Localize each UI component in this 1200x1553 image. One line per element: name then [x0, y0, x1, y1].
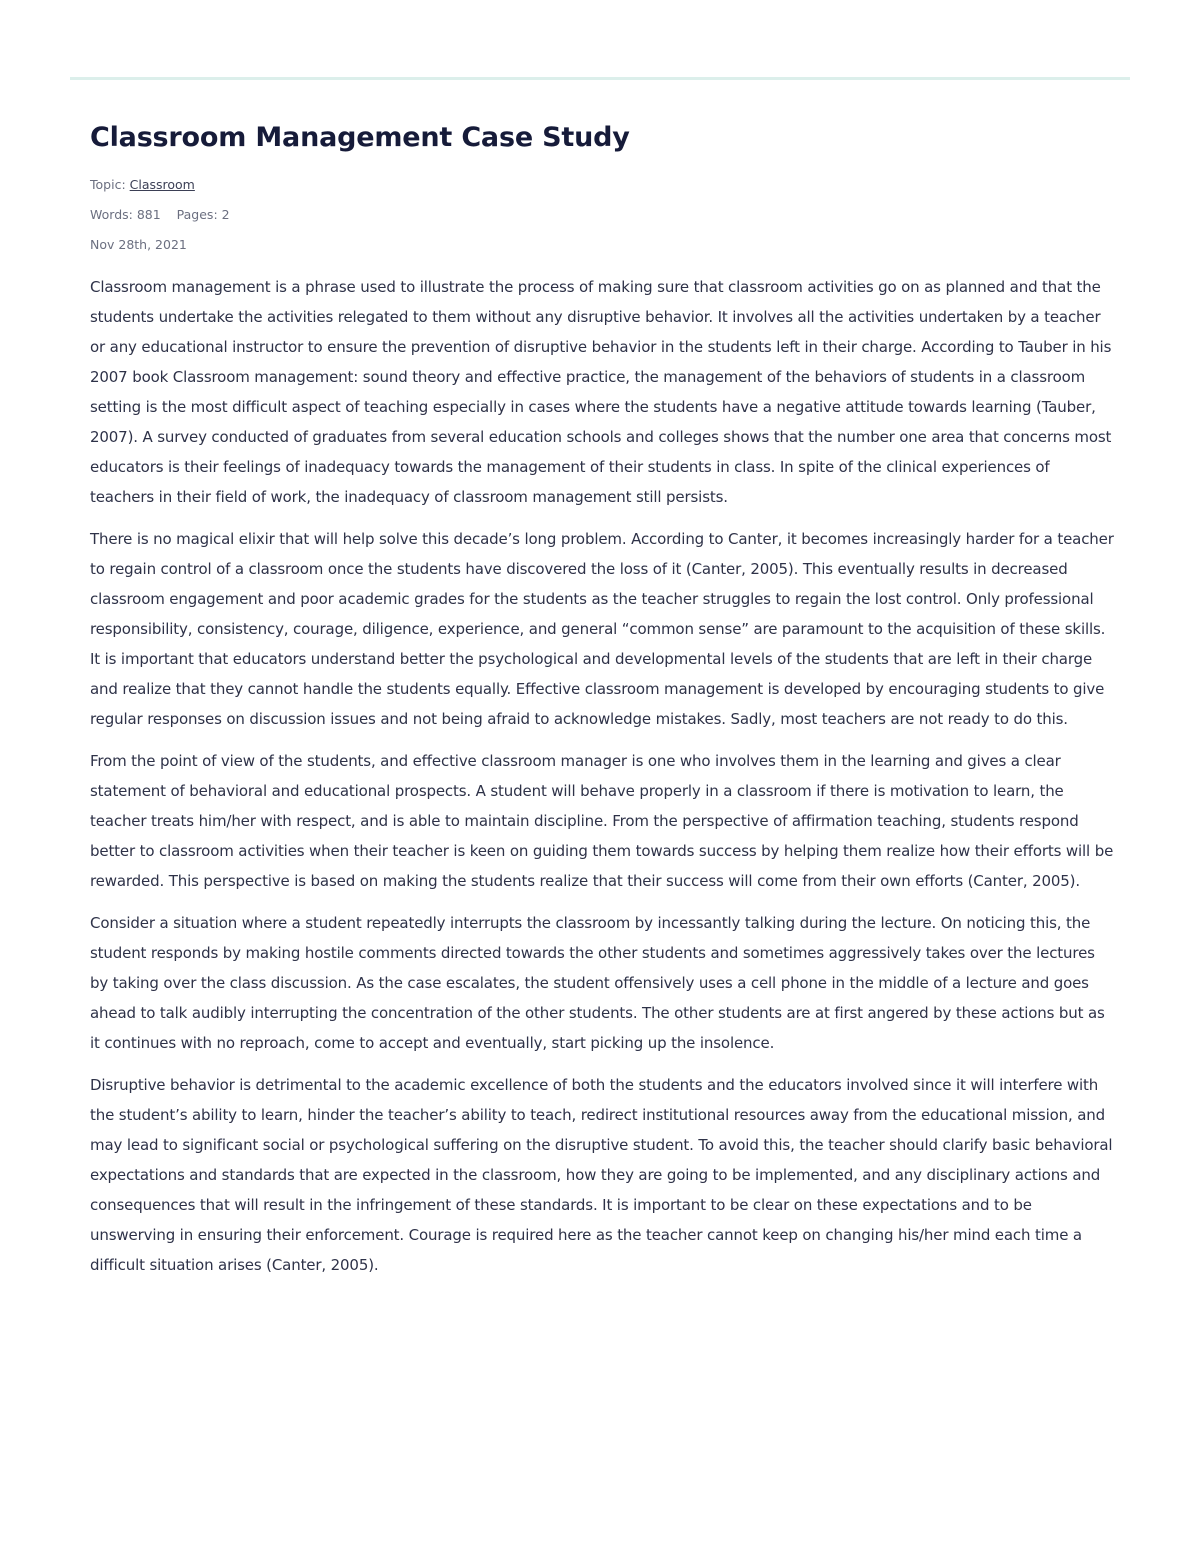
article-meta	[90, 170, 1115, 260]
paragraph: Disruptive behavior is detrimental to the academic excellence of both the students and the educators involved since it will interfere with the student’s ability to learn, hinder the teacher’s ability to teach, redirect institutional resources away from the educational mission, and may lead to significant social or psychological suffering on the disruptive student. To avoid this, the teacher should clarify basic behavioral expectations and standards that are expected in the classroom, how they are going to be implemented, and any disciplinary actions and consequences that will result in the infringement of these standards. It is important to be clear on these expectations and to be unswerving in ensuring their enforcement. Courage is required here as the teacher cannot keep on changing his/her mind each time a difficult situation arises (Canter, 2005).	[90, 1076, 1113, 1274]
stats-line	[90, 200, 1115, 230]
publish-date: Nov 28th, 2021	[90, 237, 187, 252]
paragraph: Classroom management is a phrase used to illustrate the process of making sure that classroom activities go on as planned and that the students undertake the activities relegated to them without any disruptive behavior. It involves all the activities undertaken by a teacher or any educational instructor to ensure the prevention of disruptive behavior in the students left in their charge. According to Tauber in his 2007 book Classroom management: sound theory and effective practice, the management of the behaviors of students in a classroom setting is the most difficult aspect of teaching especially in cases where the students have a negative attitude towards learning (Tauber, 2007). A survey conducted of graduates from several education schools and colleges shows that the number one area that concerns most educators is their feelings of inadequacy towards the management of their students in class. In spite of the clinical experiences of teachers in their field of work, the inadequacy of classroom management still persists.	[90, 278, 1112, 506]
pages-count: 2	[221, 207, 230, 222]
top-divider	[70, 77, 1130, 80]
article	[90, 118, 1115, 1292]
words-count: 881	[136, 207, 161, 222]
paragraph: There is no magical elixir that will help solve this decade’s long problem. According to Canter, it becomes increasingly harder for a teacher to regain control of a classroom once the students have discovered the loss of it (Canter, 2005). This eventually results in decreased classroom engagement and poor academic grades for the students as the teacher struggles to regain the lost control. Only professional responsibility, consistency, courage, diligence, experience, and general “common sense” are paramount to the acquisition of these skills. It is important that educators understand better the psychological and developmental levels of the students that are left in their charge and realize that they cannot handle the students equally. Effective classroom management is developed by encouraging students to give regular responses on discussion issues and not being afraid to acknowledge mistakes. Sadly, most teachers are not ready to do this.	[90, 530, 1114, 728]
page-title: Classroom Management Case Study	[90, 122, 630, 153]
topic-label: Topic:	[90, 177, 126, 192]
topic-link[interactable]: Classroom	[129, 177, 195, 192]
paragraph: From the point of view of the students, and effective classroom manager is one who involves them in the learning and gives a clear statement of behavioral and educational prospects. A student will behave properly in a classroom if there is motivation to learn, the teacher treats him/her with respect, and is able to maintain discipline. From the perspective of affirmation teaching, students respond better to classroom activities when their teacher is keen on guiding them towards success by helping them realize how their efforts will be rewarded. This perspective is based on making the students realize that their success will come from their own efforts (Canter, 2005).	[90, 752, 1114, 890]
paragraph: Consider a situation where a student repeatedly interrupts the classroom by incessantly talking during the lecture. On noticing this, the student responds by making hostile comments directed towards the other students and sometimes aggressively takes over the lectures by taking over the class discussion. As the case escalates, the student offensively uses a cell phone in the middle of a lecture and goes ahead to talk audibly interrupting the concentration of the other students. The other students are at first angered by these actions but as it continues with no reproach, come to accept and eventually, start picking up the insolence.	[90, 914, 1105, 1052]
topic-line	[90, 170, 1115, 200]
words-label: Words:	[90, 207, 133, 222]
pages-label: Pages:	[176, 207, 218, 222]
article-body	[90, 272, 1115, 1280]
